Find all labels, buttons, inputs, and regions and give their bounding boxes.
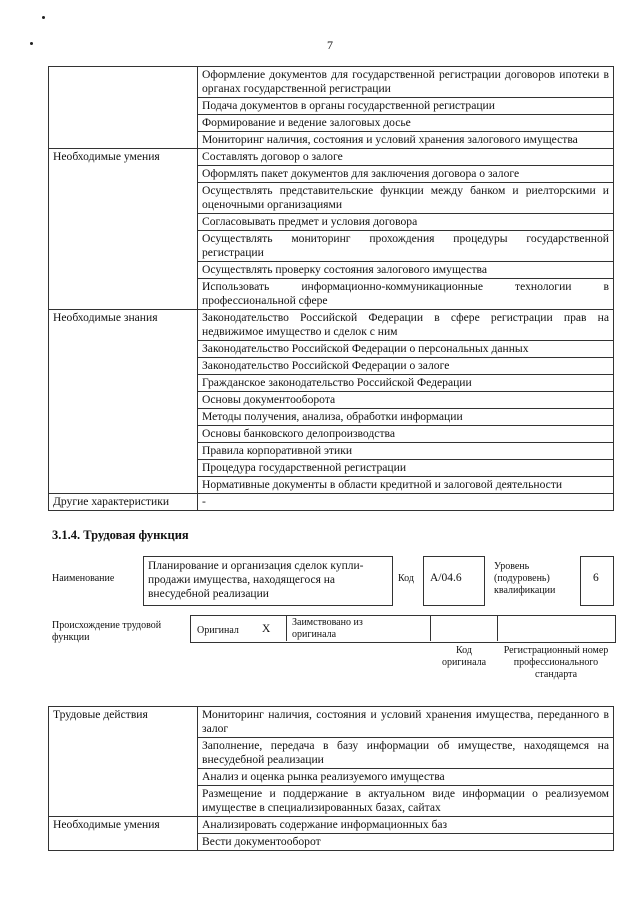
row-item: Основы банковского делопроизводства	[198, 426, 614, 443]
row-item: Осуществлять проверку состояния залогового имущества	[198, 262, 614, 279]
section-title: 3.1.4. Трудовая функция	[52, 528, 189, 542]
scan-mark	[42, 16, 45, 19]
row-label: Необходимые знания	[49, 310, 198, 494]
row-item: Согласовывать предмет и условия договора	[198, 214, 614, 231]
origin-sep-2	[430, 615, 431, 641]
row-item: -	[198, 494, 614, 511]
row-item: Методы получения, анализа, обработки информации	[198, 409, 614, 426]
table-row	[49, 310, 614, 341]
row-label	[49, 67, 198, 149]
row-item: Формирование и ведение залоговых досье	[198, 115, 614, 132]
row-item: Оформлять пакет документов для заключения договора о залоге	[198, 166, 614, 183]
row-item: Размещение и поддержание в актуальном виде информации о реализуемом имуществе в специализированных базах, сайтах	[198, 786, 614, 817]
row-item: Основы документооборота	[198, 392, 614, 409]
origin-label: Происхождение трудовой функции	[52, 620, 162, 643]
row-item: Мониторинг наличия, состояния и условий хранения залогового имущества	[198, 132, 614, 149]
origin-box	[190, 615, 616, 643]
table-row	[49, 67, 614, 98]
row-item: Составлять договор о залоге	[198, 149, 614, 166]
row-item: Законодательство Российской Федерации о персональных данных	[198, 341, 614, 358]
original-label: Оригинал	[197, 625, 239, 636]
row-item: Мониторинг наличия, состояния и условий хранения имущества, переданного в залог	[198, 707, 614, 738]
code-label: Код	[398, 573, 414, 584]
row-item: Вести документооборот	[198, 834, 614, 851]
name-label: Наименование	[52, 573, 115, 584]
original-mark: X	[262, 623, 271, 635]
table-labor-actions	[48, 706, 614, 851]
level-value: 6	[593, 572, 599, 584]
row-item: Заполнение, передача в базу информации об имуществе, находящемся на внесудебной реализации	[198, 738, 614, 769]
origin-sep-1	[286, 615, 287, 641]
row-item: Оформление документов для государственной регистрации договоров ипотеки в органах государственной регистрации	[198, 67, 614, 98]
level-label: Уровень (подуровень) квалификации	[494, 561, 556, 596]
row-item: Подача документов в органы государственной регистрации	[198, 98, 614, 115]
table-row	[49, 707, 614, 738]
table-skills-knowledge	[48, 66, 614, 511]
row-item: Процедура государственной регистрации	[198, 460, 614, 477]
origin-sep-3	[497, 615, 498, 641]
row-item: Правила корпоративной этики	[198, 443, 614, 460]
row-item: Законодательство Российской Федерации о залоге	[198, 358, 614, 375]
row-item: Осуществлять мониторинг прохождения процедуры государственной регистрации	[198, 231, 614, 262]
row-item: Законодательство Российской Федерации в сфере регистрации прав на недвижимое имущество и сделок с ним	[198, 310, 614, 341]
row-item: Использовать информационно-коммуникационные технологии в профессиональной сфере	[198, 279, 614, 310]
page-number: 7	[327, 38, 333, 52]
table-row	[49, 494, 614, 511]
code-value: A/04.6	[430, 572, 462, 584]
table-row	[49, 817, 614, 834]
row-item: Анализировать содержание информационных баз	[198, 817, 614, 834]
code-orig-label: Код оригинала	[441, 645, 487, 668]
reg-num-label: Регистрационный номер профессионального стандарта	[503, 645, 609, 680]
row-item: Нормативные документы в области кредитной и залоговой деятельности	[198, 477, 614, 494]
row-label: Необходимые умения	[49, 817, 198, 851]
row-label: Необходимые умения	[49, 149, 198, 310]
row-item: Анализ и оценка рынка реализуемого имущества	[198, 769, 614, 786]
row-item: Осуществлять представительские функции между банком и риелторскими и оценочными организациями	[198, 183, 614, 214]
name-value: Планирование и организация сделок купли-продажи имущества, находящегося на внесудебной реализации	[148, 560, 364, 600]
table-row	[49, 149, 614, 166]
row-item: Гражданское законодательство Российской Федерации	[198, 375, 614, 392]
borrowed-label: Заимствовано из оригинала	[292, 617, 363, 640]
row-label: Трудовые действия	[49, 707, 198, 817]
row-label: Другие характеристики	[49, 494, 198, 511]
